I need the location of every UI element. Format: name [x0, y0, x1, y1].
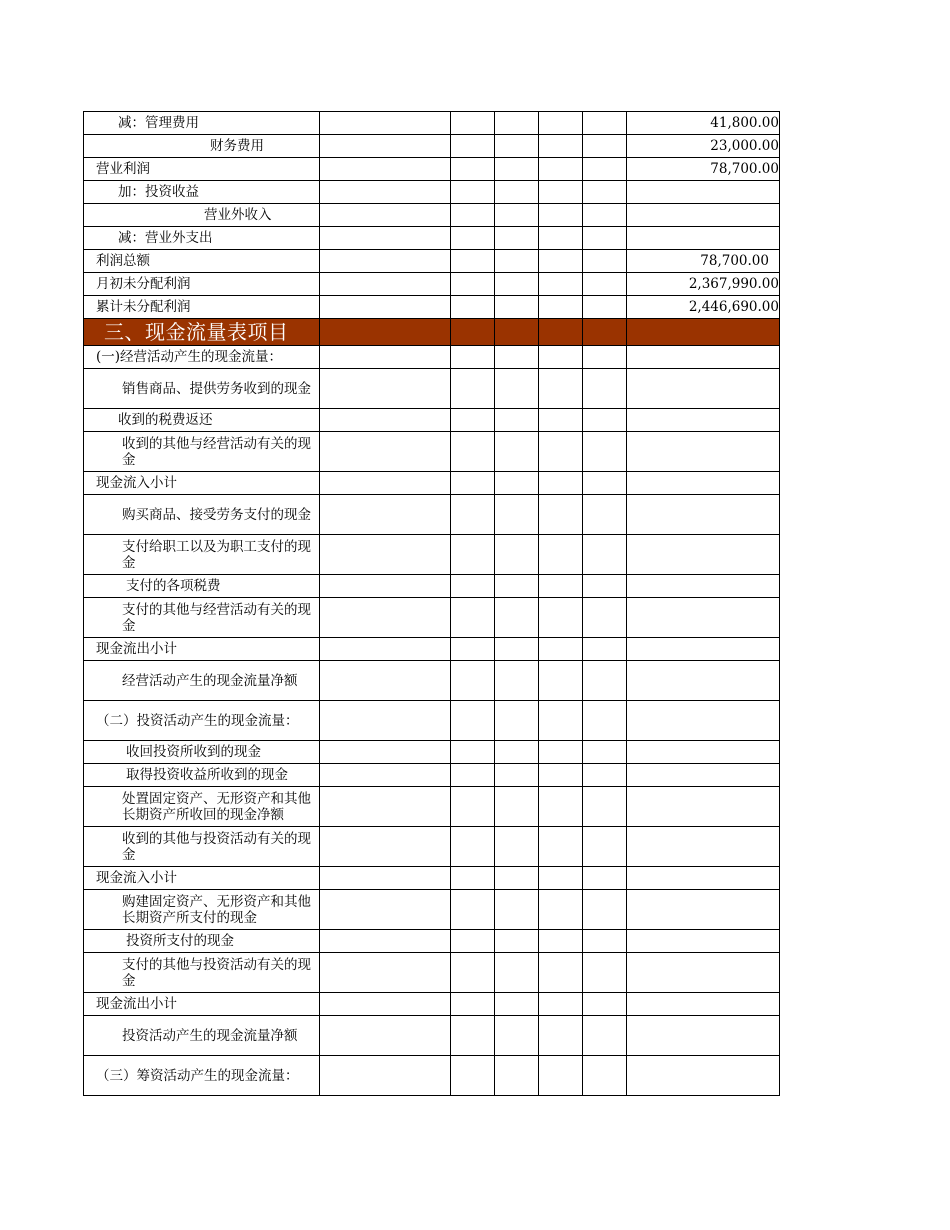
row-label: 支付的其他与经营活动有关的现金	[84, 598, 320, 638]
row-amount: 2,367,990.00	[627, 273, 780, 296]
table-row	[84, 764, 780, 787]
row-label: 现金流出小计	[84, 638, 320, 661]
table-row	[84, 930, 780, 953]
row-amount	[627, 227, 780, 250]
table-row	[84, 661, 780, 701]
row-amount	[627, 204, 780, 227]
row-label: 投资所支付的现金	[84, 930, 320, 953]
table-row	[84, 181, 780, 204]
row-label: 财务费用	[84, 135, 320, 158]
row-label: 现金流出小计	[84, 993, 320, 1016]
row-label: 月初未分配利润	[84, 273, 320, 296]
row-label: 利润总额	[84, 250, 320, 273]
table-row	[84, 953, 780, 993]
row-label: 减：管理费用	[84, 112, 320, 135]
row-label: 加：投资收益	[84, 181, 320, 204]
row-label: 营业外收入	[84, 204, 320, 227]
table-row	[84, 250, 780, 273]
row-label: 现金流入小计	[84, 867, 320, 890]
row-amount: 23,000.00	[627, 135, 780, 158]
row-label: 支付的其他与投资活动有关的现金	[84, 953, 320, 993]
table-row	[84, 346, 780, 369]
table-row	[84, 787, 780, 827]
row-label: 购建固定资产、无形资产和其他长期资产所支付的现金	[84, 890, 320, 930]
row-amount: 2,446,690.00	[627, 296, 780, 319]
row-label: 处置固定资产、无形资产和其他长期资产所收回的现金净额	[84, 787, 320, 827]
row-amount: 78,700.00	[627, 158, 780, 181]
table-row	[84, 369, 780, 409]
row-label: 支付的各项税费	[84, 575, 320, 598]
table-row	[84, 993, 780, 1016]
row-label: 收到的其他与投资活动有关的现金	[84, 827, 320, 867]
statement-table	[83, 111, 780, 1096]
table-row	[84, 112, 780, 135]
row-label: 减：营业外支出	[84, 227, 320, 250]
table-row	[84, 638, 780, 661]
row-label: 收到的税费返还	[84, 409, 320, 432]
row-label: 购买商品、接受劳务支付的现金	[84, 495, 320, 535]
row-label: 投资活动产生的现金流量净额	[84, 1016, 320, 1056]
row-amount: 78,700.00	[627, 250, 780, 273]
table-row	[84, 867, 780, 890]
row-label: 收到的其他与经营活动有关的现金	[84, 432, 320, 472]
row-label: 支付给职工以及为职工支付的现金	[84, 535, 320, 575]
row-label: 经营活动产生的现金流量净额	[84, 661, 320, 701]
table-row	[84, 575, 780, 598]
row-amount: 41,800.00	[627, 112, 780, 135]
row-label: （三）筹资活动产生的现金流量：	[84, 1056, 320, 1096]
table-row	[84, 273, 780, 296]
row-label: 累计未分配利润	[84, 296, 320, 319]
table-row	[84, 227, 780, 250]
row-label: 取得投资收益所收到的现金	[84, 764, 320, 787]
row-amount	[627, 181, 780, 204]
table-row	[84, 158, 780, 181]
table-row	[84, 495, 780, 535]
table-row	[84, 409, 780, 432]
table-row	[84, 472, 780, 495]
row-label: (一)经营活动产生的现金流量：	[84, 346, 320, 369]
table-row	[84, 827, 780, 867]
section-title: 三、现金流量表项目	[84, 319, 320, 346]
table-row	[84, 1056, 780, 1096]
table-row	[84, 135, 780, 158]
table-row	[84, 296, 780, 319]
table-row	[84, 701, 780, 741]
table-row	[84, 598, 780, 638]
row-label: 收回投资所收到的现金	[84, 741, 320, 764]
table-row	[84, 432, 780, 472]
row-label: 销售商品、提供劳务收到的现金	[84, 369, 320, 409]
table-row	[84, 741, 780, 764]
row-label: 现金流入小计	[84, 472, 320, 495]
table-row	[84, 204, 780, 227]
table-row	[84, 890, 780, 930]
row-label: （二）投资活动产生的现金流量：	[84, 701, 320, 741]
row-label: 营业利润	[84, 158, 320, 181]
table-row	[84, 535, 780, 575]
table-row	[84, 1016, 780, 1056]
section-header-row	[84, 319, 780, 346]
